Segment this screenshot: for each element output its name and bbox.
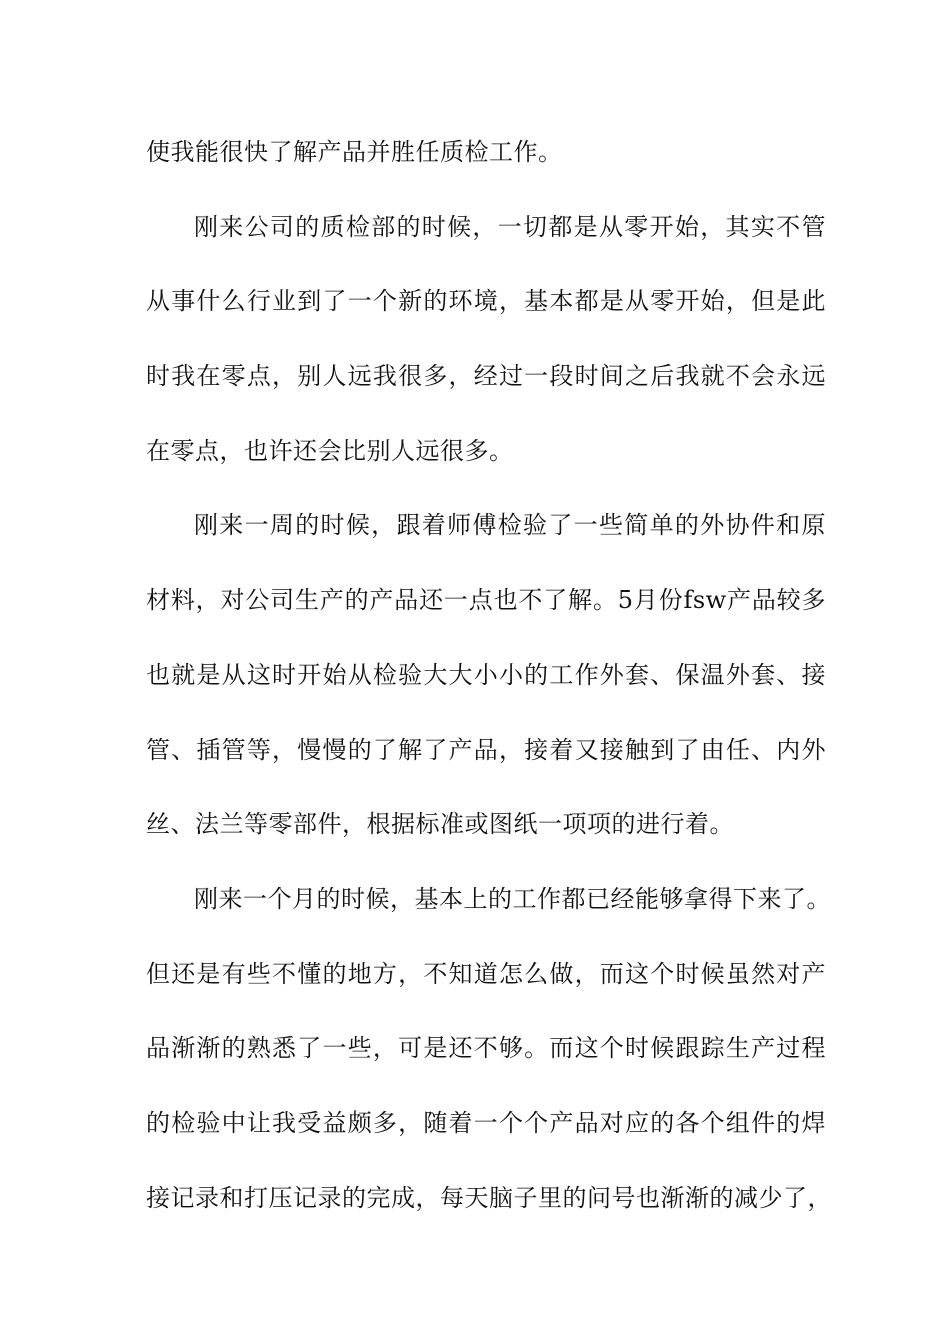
text-line: 丝、法兰等零部件，根据标准或图纸一项项的进行着。 bbox=[146, 810, 734, 839]
text-line: 从事什么行业到了一个新的环境，基本都是从零开始，但是此 bbox=[146, 287, 826, 316]
text-line: 接记录和打压记录的完成，每天脑子里的问号也渐渐的减少了， bbox=[146, 1183, 832, 1212]
text-line: 的检验中让我受益颇多，随着一个个产品对应的各个组件的焊 bbox=[146, 1108, 826, 1137]
text-line: 在零点，也许还会比别人远很多。 bbox=[146, 436, 514, 465]
text-line: 品渐渐的熟悉了一些，可是还不够。而这个时候跟踪生产过程 bbox=[146, 1034, 826, 1063]
text-line: 但还是有些不懂的地方，不知道怎么做，而这个时候虽然对产 bbox=[146, 959, 826, 988]
paragraph-first-line: 刚来一个月的时候，基本上的工作都已经能够拿得下来了。 bbox=[194, 884, 831, 913]
text-line: 使我能很快了解产品并胜任质检工作。 bbox=[146, 138, 563, 166]
text-line: 管、插管等，慢慢的了解了产品，接着又接触到了由任、内外 bbox=[146, 735, 826, 764]
body-text bbox=[146, 128, 832, 1248]
text-line: 材料，对公司生产的产品还一点也不了解。5月份fsw产品较多 bbox=[146, 586, 826, 615]
text-line: 时我在零点，别人远我很多，经过一段时间之后我就不会永远 bbox=[146, 362, 826, 391]
paragraph-first-line: 刚来公司的质检部的时候，一切都是从零开始，其实不管 bbox=[194, 212, 826, 241]
text-line: 也就是从这时开始从检验大大小小的工作外套、保温外套、接 bbox=[146, 660, 826, 689]
paragraph-first-line: 刚来一周的时候，跟着师傅检验了一些简单的外协件和原 bbox=[194, 511, 826, 540]
